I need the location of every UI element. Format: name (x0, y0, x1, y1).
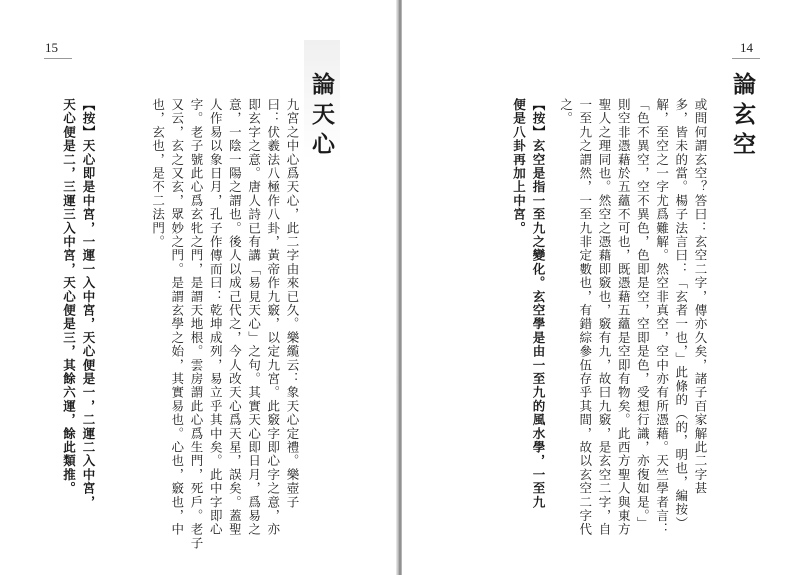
left-page (0, 0, 398, 575)
chapter-title: 論玄空 (729, 72, 756, 162)
page-number-rule (44, 58, 72, 59)
chapter-title: 論天心 (308, 72, 335, 162)
page-number-rule (732, 58, 760, 59)
editor-note: 【按】玄空是指一至九之變化。玄空學是由一至九的風水學，一至九 便是八卦再加上中宮。 (511, 98, 546, 509)
body-text: 或問何謂玄空？答曰：玄空二字，傳亦久矣，諸子百家解此二字甚 多，皆未的當。楊子法言曰：「玄者一也，」此條的（的，明也，編按） 解，至空之一字尤爲難解。然空非真空，空中亦有所憑藉。天竺學者言： 「色不異空，空不異色，色即是空，空即是色，受想行識，亦復如是。」 則空非憑藉於五蘊不可也，既憑藉五蘊是空即有物矣。此西方聖人與東方 聖人之理同也。然空之憑藉即竅也，竅有九，故曰九竅，是玄空二字，自 一至九之謂然，一至九非定數也，有錯綜參伍存乎其間，故以玄空二字代 之。 (558, 98, 708, 537)
editor-note: 【按】天心即是中宮，一運一入中宮，天心便是一，二運二入中宮， 天心便是二，三運三入中宮，天心便是三，其餘六運，餘此類推。 (61, 98, 96, 509)
page-number: 15 (45, 40, 58, 55)
body-text: 九宮之中心爲天心，此二字由來已久。樂䌫云：象天心定禮。樂壺子 曰：伏羲法八極作八卦，黃帝作九竅，以定九宮。此竅字即心字之意，亦 即玄字之意。唐人詩已有講「易見天心」之句。其實天心即日月，爲易之 意，一陰一陽之謂也。後人以成己代之，今人改天心爲天星，誤矣。蓋聖 人作易以象日月，孔子作傳而曰：乾坤成列，易立乎其中矣。此中字即心 字。老子號此心爲玄牝之門，是謂天地根。雲房謂此心爲生門，死戶。老子 又云，玄之又玄，眾妙之門。是謂玄學之始，其實易也。心也，竅也，中 也，玄也，是不二法門。 (150, 98, 300, 551)
page-number: 14 (740, 40, 753, 55)
right-page (402, 0, 800, 575)
